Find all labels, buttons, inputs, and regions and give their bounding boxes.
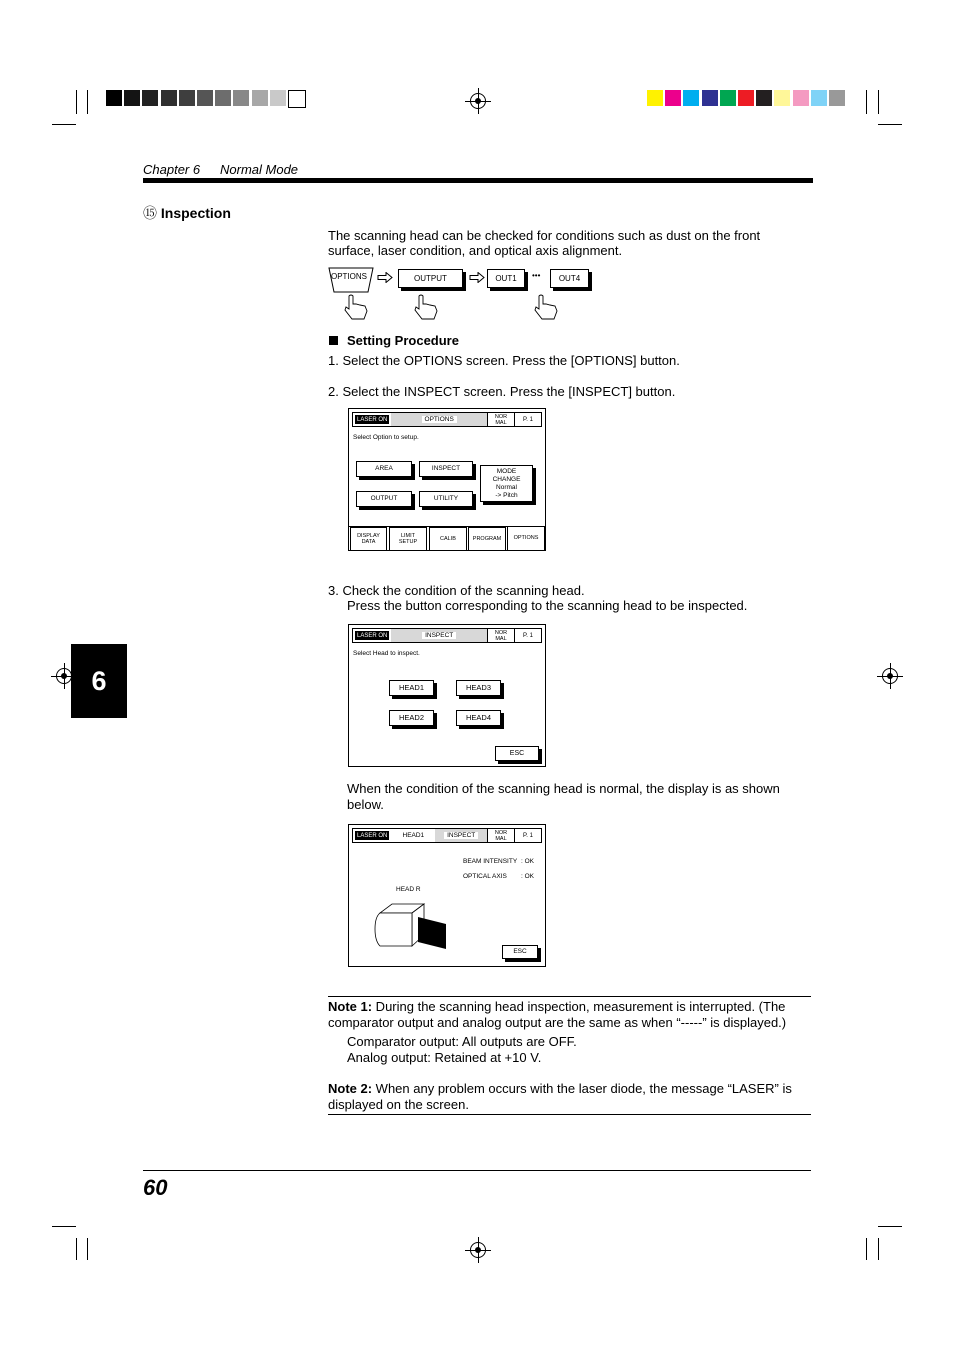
color-swatch: [233, 90, 249, 106]
color-swatch: [179, 90, 195, 106]
flow-options-label: OPTIONS: [331, 272, 368, 281]
page-indicator: P. 1: [514, 629, 541, 642]
color-swatch: [288, 90, 306, 108]
flow-out1-label: OUT1: [495, 274, 517, 283]
screen-title: INSPECT: [435, 829, 487, 842]
color-swatch: [197, 90, 213, 106]
tab-bar: [349, 526, 545, 550]
head3-button[interactable]: HEAD3: [456, 680, 501, 696]
notes-top-rule: [328, 996, 811, 997]
color-swatch: [738, 90, 754, 106]
head4-button[interactable]: HEAD4: [456, 710, 501, 726]
arrow-right-icon: [469, 272, 485, 283]
color-swatch: [829, 90, 845, 106]
head2-button[interactable]: HEAD2: [389, 710, 434, 726]
tab-calib[interactable]: CALIB: [429, 527, 467, 550]
page-indicator: P. 1: [514, 413, 541, 426]
header-rule: [143, 178, 813, 183]
note-1-line-4: Analog output: Retained at +10 V.: [347, 1050, 542, 1065]
laser-indicator: LASER ON: [357, 632, 388, 639]
optical-axis-value: : OK: [521, 873, 535, 880]
chapter-tab: [71, 644, 127, 718]
flow-out1-button[interactable]: [487, 269, 525, 288]
color-swatch: [215, 90, 231, 106]
notes-bottom-rule: [328, 1114, 811, 1115]
intro-line-2: surface, laser condition, and optical axis alignment.: [328, 243, 623, 258]
section-number: ⑮: [143, 205, 157, 221]
mode-label: Normal Mode: [220, 162, 299, 177]
prompt-text: Select Head to inspect.: [353, 650, 420, 657]
note-2-label: Note 2:: [328, 1081, 373, 1096]
output-button[interactable]: OUTPUT: [356, 491, 412, 507]
normal-text-line-1: When the condition of the scanning head is normal, the display is as shown: [347, 781, 780, 796]
beam-intensity-value: : OK: [521, 858, 535, 865]
note-1-line-1: [328, 999, 785, 1015]
head-r-label: HEAD R: [396, 886, 421, 893]
color-swatch: [774, 90, 790, 106]
color-swatch: [811, 90, 827, 106]
color-swatch: [665, 90, 681, 106]
mode-change-button[interactable]: MODE CHANGE Normal -> Pitch: [480, 465, 533, 502]
note-2-text: When any problem occurs with the laser diode, the message “LASER” is: [372, 1081, 792, 1096]
screen-title: INSPECT: [391, 629, 487, 642]
color-swatch: [720, 90, 736, 106]
inspect-button[interactable]: INSPECT: [419, 461, 473, 477]
pointing-hand-icon: [343, 294, 371, 322]
normal-indicator: NOR MAL: [487, 629, 514, 642]
chapter-tab-number: 6: [91, 665, 107, 696]
head-label: HEAD1: [402, 832, 425, 839]
prompt-text: Select Option to setup.: [353, 434, 419, 441]
page-indicator: P. 1: [514, 829, 541, 842]
options-screen: [348, 408, 546, 551]
area-button[interactable]: AREA: [356, 461, 412, 477]
color-swatch: [142, 90, 158, 106]
section-title: Inspection: [160, 205, 231, 221]
head1-button[interactable]: HEAD1: [389, 680, 434, 696]
color-swatch: [683, 90, 699, 106]
registration-mark-left: [56, 668, 72, 684]
intro-line-1: The scanning head can be checked for conditions such as dust on the front: [328, 228, 761, 243]
step-2: 2. Select the INSPECT screen. Press the [INSPECT] button.: [328, 384, 676, 399]
note-1-line-3: Comparator output: All outputs are OFF.: [347, 1034, 577, 1049]
flow-output-button[interactable]: [398, 269, 463, 288]
flow-ellipsis: •••: [532, 271, 541, 280]
pointing-hand-icon: [413, 294, 441, 322]
inspect-screen: [348, 624, 546, 767]
step-3-line-1: 3. Check the condition of the scanning head.: [328, 583, 585, 598]
utility-button[interactable]: UTILITY: [419, 491, 473, 507]
optical-axis-label: OPTICAL AXIS: [463, 873, 507, 880]
arrow-right-icon: [377, 272, 393, 283]
color-swatch: [106, 90, 122, 106]
step-3-line-2: Press the button corresponding to the scanning head to be inspected.: [347, 598, 748, 613]
color-swatch: [647, 90, 663, 106]
page-number: 60: [143, 1175, 168, 1200]
note-2-line-2: displayed on the screen.: [328, 1097, 469, 1112]
color-swatch: [756, 90, 772, 106]
step-1: 1. Select the OPTIONS screen. Press the [OPTIONS] button.: [328, 353, 680, 368]
flow-out4-label: OUT4: [558, 274, 581, 283]
registration-mark-top: [470, 93, 486, 109]
head-inspect-screen: [348, 824, 546, 967]
flow-output-label: OUTPUT: [414, 274, 447, 283]
status-bar: [352, 412, 542, 427]
registration-mark-bottom: [470, 1242, 486, 1258]
laser-indicator: LASER ON: [357, 832, 388, 839]
esc-button[interactable]: ESC: [502, 945, 538, 959]
color-swatch: [161, 90, 177, 106]
section-heading: [143, 203, 231, 223]
note-1-line-2: comparator output and analog output are the same as when “-----” is displayed.): [328, 1015, 787, 1030]
color-swatch: [793, 90, 809, 106]
screen-title: OPTIONS: [391, 413, 487, 426]
chapter-label: Chapter 6: [143, 162, 201, 177]
procedure-title: Setting Procedure: [347, 333, 459, 348]
note-2-line-1: [328, 1081, 792, 1097]
registration-mark-right: [882, 668, 898, 684]
flow-out4-button[interactable]: [550, 269, 589, 288]
note-1-text: During the scanning head inspection, measurement is interrupted. (The: [372, 999, 786, 1014]
color-swatch: [270, 90, 286, 106]
esc-button[interactable]: ESC: [495, 746, 539, 761]
status-bar: [352, 828, 542, 843]
color-swatch: [252, 90, 268, 106]
note-1-label: Note 1:: [328, 999, 373, 1014]
pointing-hand-icon: [533, 294, 561, 322]
scanning-head-icon: [374, 901, 450, 953]
color-swatch: [124, 90, 140, 106]
normal-text-line-2: below.: [347, 797, 384, 812]
tab-program[interactable]: PROGRAM: [468, 527, 506, 550]
square-bullet-icon: [329, 336, 338, 345]
status-bar: [352, 628, 542, 643]
normal-indicator: NOR MAL: [487, 829, 514, 842]
normal-indicator: NOR MAL: [487, 413, 514, 426]
footer-rule: [143, 1170, 811, 1171]
tab-options[interactable]: OPTIONS: [507, 526, 545, 550]
beam-intensity-label: BEAM INTENSITY: [463, 858, 518, 865]
tab-display-data[interactable]: DISPLAY DATA: [350, 527, 387, 550]
laser-indicator: LASER ON: [357, 416, 388, 423]
tab-limit-setup[interactable]: LIMIT SETUP: [389, 527, 427, 550]
color-swatch: [702, 90, 718, 106]
